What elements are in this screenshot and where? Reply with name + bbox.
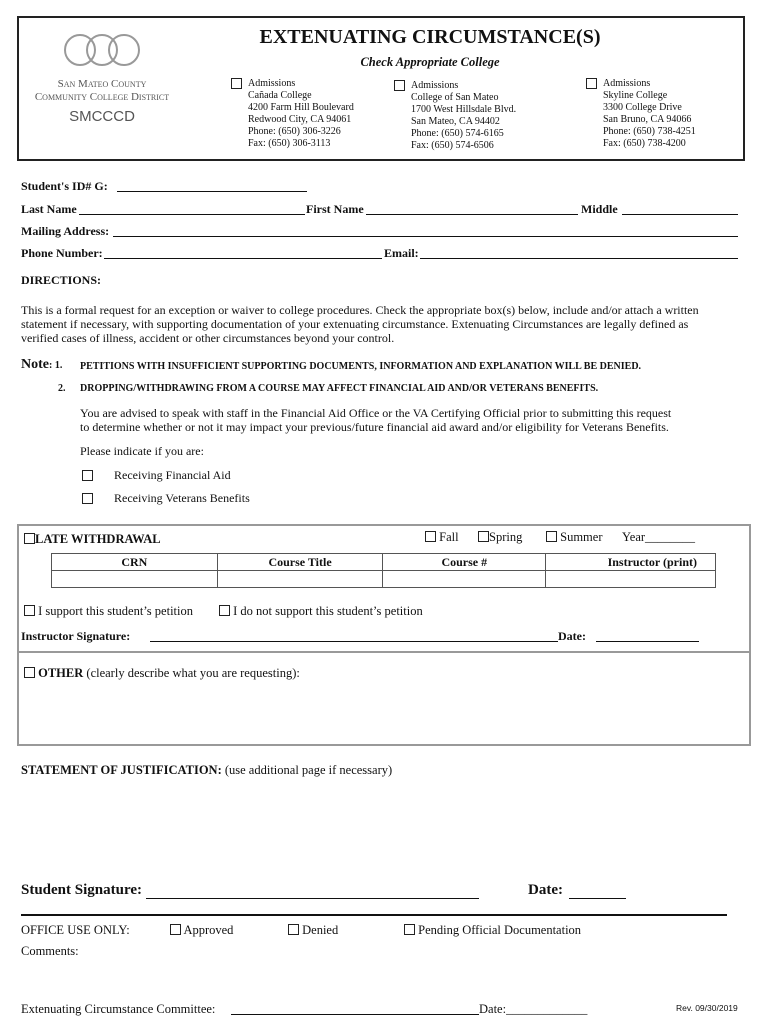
student-signature-label: Student Signature: (21, 882, 142, 898)
year-field[interactable]: Year________ (622, 530, 696, 544)
directions-text: This is a formal request for an exception or waiver to college procedures. Check the appropriate box(s) below, include and/or attach a written statement if necessary, with supporting documentation of your extenuating circumstance. Extenuating Circumstances are legally defined as verified cases of illness, accident or other circumstances beyond your control. (21, 303, 699, 345)
committee-date[interactable]: Date:_____________ (479, 1002, 588, 1016)
pending-option[interactable]: Pending Official Documentation (404, 923, 581, 938)
email-label: Email: (384, 246, 419, 260)
college-san-mateo-checkbox[interactable] (394, 80, 405, 91)
logo-abbrev: SMCCCD (69, 108, 135, 125)
support-checkbox[interactable] (24, 605, 35, 616)
veterans-benefits-checkbox[interactable] (82, 492, 93, 507)
revision-label: Rev. 09/30/2019 (676, 1003, 738, 1013)
committee-field[interactable] (231, 1014, 479, 1015)
column-instructor: Instructor (print) (546, 554, 716, 571)
instructor-signature-field[interactable] (150, 641, 558, 642)
office-divider (21, 914, 727, 916)
student-date-field[interactable] (569, 898, 626, 899)
approved-option[interactable]: Approved (170, 923, 233, 938)
financial-aid-label: Receiving Financial Aid (114, 468, 231, 482)
student-id-field[interactable] (117, 191, 307, 192)
course-number-cell[interactable] (383, 571, 546, 588)
support-option[interactable]: I support this student’s petition (24, 604, 193, 619)
other-checkbox[interactable] (24, 667, 35, 678)
instructor-signature-label: Instructor Signature: (21, 629, 131, 643)
committee-label: Extenuating Circumstance Committee: (21, 1002, 216, 1016)
phone-field[interactable] (104, 258, 382, 259)
note-2-num: 2. (58, 383, 66, 394)
course-table (51, 553, 716, 588)
box-divider (17, 651, 751, 653)
email-field[interactable] (420, 258, 738, 259)
instructor-date-field[interactable] (596, 641, 699, 642)
summer-checkbox[interactable] (546, 531, 557, 542)
mailing-address-label: Mailing Address: (21, 224, 110, 238)
comments-label: Comments: (21, 944, 79, 958)
logo-district-line1: San Mateo County (57, 78, 147, 90)
indicate-text: Please indicate if you are: (80, 444, 204, 458)
crn-cell[interactable] (52, 571, 218, 588)
first-name-label: First Name (306, 202, 364, 216)
last-name-field[interactable] (79, 214, 305, 215)
instructor-cell[interactable] (546, 571, 716, 588)
column-crn: CRN (52, 554, 218, 571)
student-signature-field[interactable] (146, 898, 479, 899)
denied-checkbox[interactable] (288, 924, 299, 935)
instructor-date-label: Date: (558, 629, 586, 643)
column-course-number: Course # (383, 554, 546, 571)
note-2: DROPPING/WITHDRAWING FROM A COURSE MAY AFFECT FINANCIAL AID AND/OR VETERANS BENEFITS. (80, 383, 599, 394)
not-support-option[interactable]: I do not support this student’s petition (219, 604, 423, 619)
office-use-label: OFFICE USE ONLY: (21, 923, 130, 937)
financial-aid-checkbox[interactable] (82, 469, 93, 484)
late-withdrawal-checkbox[interactable] (24, 533, 35, 544)
not-support-checkbox[interactable] (219, 605, 230, 616)
middle-name-field[interactable] (622, 214, 738, 215)
justification-heading: STATEMENT OF JUSTIFICATION: (use additional page if necessary) (21, 763, 393, 777)
summer-option[interactable]: Summer (546, 530, 602, 545)
college-canada: Admissions Cañada College 4200 Farm Hill Boulevard Redwood City, CA 94061 Phone: (650) 306-3226 Fax: (650) 306-3113 (248, 78, 354, 150)
student-date-label: Date: (528, 882, 563, 898)
denied-option[interactable]: Denied (288, 923, 338, 938)
approved-checkbox[interactable] (170, 924, 181, 935)
column-course-title: Course Title (217, 554, 383, 571)
mailing-address-field[interactable] (113, 236, 738, 237)
student-id-label: Student's ID# G: (21, 179, 108, 193)
late-withdrawal-label: LATE WITHDRAWAL (35, 532, 161, 546)
logo-district-line2: Community College District (34, 91, 170, 103)
college-canada-checkbox[interactable] (231, 78, 242, 89)
table-row (52, 571, 716, 588)
form-title: EXTENUATING CIRCUMSTANCE(S) (259, 26, 601, 48)
college-san-mateo: Admissions College of San Mateo 1700 West Hillsdale Blvd. San Mateo, CA 94402 Phone: (650) 574-6165 Fax: (650) 574-6506 (411, 80, 516, 152)
note-label: Note: 1. (21, 357, 63, 372)
college-skyline-checkbox[interactable] (586, 78, 597, 89)
form-subtitle: Check Appropriate College (360, 55, 500, 69)
directions-heading: DIRECTIONS: (21, 273, 102, 287)
middle-label: Middle (581, 202, 618, 216)
note-1: PETITIONS WITH INSUFFICIENT SUPPORTING DOCUMENTS, INFORMATION AND EXPLANATION WILL BE DENIED. (80, 361, 642, 372)
district-logo (22, 30, 182, 130)
course-title-cell[interactable] (217, 571, 383, 588)
last-name-label: Last Name (21, 202, 77, 216)
late-withdrawal-option[interactable] (24, 532, 161, 547)
advice-text: You are advised to speak with staff in the Financial Aid Office or the VA Certifying Official prior to submitting this request to determine whether or not it may impact your previous/future financial aid award and/or eligibility for Veterans Benefits. (80, 406, 672, 434)
veterans-benefits-label: Receiving Veterans Benefits (114, 491, 250, 505)
college-skyline: Admissions Skyline College 3300 College Drive San Bruno, CA 94066 Phone: (650) 738-4251 Fax: (650) 738-4200 (603, 78, 696, 150)
pending-checkbox[interactable] (404, 924, 415, 935)
spring-checkbox[interactable] (478, 531, 489, 542)
spring-option[interactable]: Spring (478, 530, 522, 545)
other-option[interactable]: OTHER (clearly describe what you are requesting): (24, 666, 300, 681)
logo-ring-icon (108, 34, 140, 66)
first-name-field[interactable] (366, 214, 578, 215)
fall-option[interactable]: Fall (425, 530, 459, 545)
phone-label: Phone Number: (21, 246, 103, 260)
fall-checkbox[interactable] (425, 531, 436, 542)
